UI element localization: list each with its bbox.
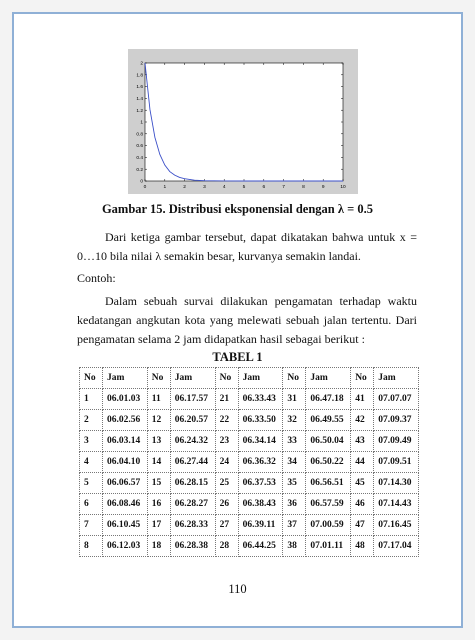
- paragraph-2: Dalam sebuah survai dilakukan pengamatan terhadap waktu kedatangan angkutan kota yang melewati sebuah jalan tertentu. Dari pengamatan selama 2 jam didapatkan hasil sebagai berikut :: [77, 294, 417, 346]
- time-cell: 06.44.25: [238, 536, 283, 557]
- x-tick-label: 6: [262, 185, 266, 190]
- time-cell: 06.03.14: [103, 431, 148, 452]
- row-number-cell: 15: [147, 473, 170, 494]
- table-header-row: [80, 368, 419, 389]
- y-tick-label: 0.6: [136, 144, 143, 150]
- row-number-cell: 35: [283, 473, 306, 494]
- x-tick-label: 3: [203, 185, 206, 190]
- row-number-cell: 18: [147, 536, 170, 557]
- y-tick-label: 2: [140, 61, 143, 67]
- row-number-cell: 7: [80, 515, 103, 536]
- row-number-cell: 3: [80, 431, 103, 452]
- time-cell: 06.10.45: [103, 515, 148, 536]
- time-cell: 07.07.07: [374, 389, 419, 410]
- time-cell: 06.50.22: [306, 452, 351, 473]
- time-cell: 07.14.43: [374, 494, 419, 515]
- header-cell: Jam: [238, 368, 283, 389]
- paragraph-1: Dari ketiga gambar tersebut, dapat dikatakan bahwa untuk x = 0…10 bila nilai λ semakin besar, kurvanya semakin landai.: [77, 230, 417, 263]
- row-number-cell: 16: [147, 494, 170, 515]
- time-cell: 07.00.59: [306, 515, 351, 536]
- row-number-cell: 33: [283, 431, 306, 452]
- x-tick-label: 8: [302, 185, 305, 190]
- row-number-cell: 41: [351, 389, 374, 410]
- header-cell: No: [215, 368, 238, 389]
- y-tick-label: 1.6: [136, 85, 143, 91]
- time-cell: 06.34.14: [238, 431, 283, 452]
- time-cell: 06.28.27: [170, 494, 215, 515]
- row-number-cell: 48: [351, 536, 374, 557]
- table-row: [80, 473, 419, 494]
- row-number-cell: 13: [147, 431, 170, 452]
- time-cell: 06.04.10: [103, 452, 148, 473]
- row-number-cell: 24: [215, 452, 238, 473]
- time-cell: 06.24.32: [170, 431, 215, 452]
- header-cell: No: [351, 368, 374, 389]
- row-number-cell: 5: [80, 473, 103, 494]
- x-tick-label: 5: [242, 185, 246, 190]
- x-tick-label: 7: [282, 185, 285, 190]
- row-number-cell: 27: [215, 515, 238, 536]
- y-tick-label: 0.8: [136, 132, 143, 138]
- header-cell: No: [283, 368, 306, 389]
- row-number-cell: 11: [147, 389, 170, 410]
- time-cell: 06.28.33: [170, 515, 215, 536]
- table-row: [80, 515, 419, 536]
- table-title: TABEL 1: [212, 350, 263, 364]
- time-cell: 06.36.32: [238, 452, 283, 473]
- time-cell: 06.02.56: [103, 410, 148, 431]
- time-cell: 06.49.55: [306, 410, 351, 431]
- time-cell: 07.09.51: [374, 452, 419, 473]
- chart-svg: [128, 49, 358, 194]
- row-number-cell: 2: [80, 410, 103, 431]
- header-cell: Jam: [374, 368, 419, 389]
- time-cell: 07.09.37: [374, 410, 419, 431]
- row-number-cell: 1: [80, 389, 103, 410]
- page-number: 110: [228, 582, 247, 596]
- table-row: [80, 431, 419, 452]
- time-cell: 06.50.04: [306, 431, 351, 452]
- data-table: [79, 367, 419, 557]
- x-tick-label: 0: [143, 185, 147, 190]
- header-cell: No: [147, 368, 170, 389]
- figure-caption: Gambar 15. Distribusi eksponensial dengan λ = 0.5: [101, 202, 374, 216]
- time-cell: 06.27.44: [170, 452, 215, 473]
- row-number-cell: 43: [351, 431, 374, 452]
- time-cell: 06.47.18: [306, 389, 351, 410]
- row-number-cell: 14: [147, 452, 170, 473]
- row-number-cell: 23: [215, 431, 238, 452]
- row-number-cell: 28: [215, 536, 238, 557]
- row-number-cell: 44: [351, 452, 374, 473]
- figure-exponential-chart: [128, 49, 358, 194]
- row-number-cell: 42: [351, 410, 374, 431]
- x-tick-label: 1: [163, 185, 167, 190]
- row-number-cell: 47: [351, 515, 374, 536]
- time-cell: 06.57.59: [306, 494, 351, 515]
- row-number-cell: 38: [283, 536, 306, 557]
- time-cell: 07.14.30: [374, 473, 419, 494]
- table-row: [80, 410, 419, 431]
- y-tick-label: 0.4: [136, 156, 143, 161]
- row-number-cell: 17: [147, 515, 170, 536]
- row-number-cell: 22: [215, 410, 238, 431]
- header-cell: Jam: [103, 368, 148, 389]
- time-cell: 06.20.57: [170, 410, 215, 431]
- table-row: [80, 452, 419, 473]
- row-number-cell: 37: [283, 515, 306, 536]
- x-tick-label: 9: [321, 185, 325, 190]
- time-cell: 07.09.49: [374, 431, 419, 452]
- row-number-cell: 36: [283, 494, 306, 515]
- time-cell: 06.17.57: [170, 389, 215, 410]
- x-tick-label: 4: [222, 185, 226, 190]
- time-cell: 06.08.46: [103, 494, 148, 515]
- row-number-cell: 12: [147, 410, 170, 431]
- row-number-cell: 45: [351, 473, 374, 494]
- row-number-cell: 25: [215, 473, 238, 494]
- row-number-cell: 8: [80, 536, 103, 557]
- y-tick-label: 0.2: [136, 167, 143, 173]
- plot-area: [145, 63, 343, 181]
- time-cell: 06.01.03: [103, 389, 148, 410]
- time-cell: 06.37.53: [238, 473, 283, 494]
- y-tick-label: 1.2: [136, 108, 143, 114]
- time-cell: 07.17.04: [374, 536, 419, 557]
- time-cell: 06.28.38: [170, 536, 215, 557]
- time-cell: 07.16.45: [374, 515, 419, 536]
- contoh-label: Contoh:: [77, 271, 116, 285]
- header-cell: Jam: [306, 368, 351, 389]
- row-number-cell: 46: [351, 494, 374, 515]
- row-number-cell: 21: [215, 389, 238, 410]
- time-cell: 06.38.43: [238, 494, 283, 515]
- time-cell: 06.39.11: [238, 515, 283, 536]
- row-number-cell: 26: [215, 494, 238, 515]
- y-tick-label: 0: [140, 179, 143, 185]
- time-cell: 06.12.03: [103, 536, 148, 557]
- y-tick-label: 1.4: [136, 97, 143, 102]
- time-cell: 06.28.15: [170, 473, 215, 494]
- x-tick-label: 2: [183, 185, 186, 190]
- table-body: [80, 389, 419, 557]
- time-cell: 06.33.43: [238, 389, 283, 410]
- row-number-cell: 4: [80, 452, 103, 473]
- y-tick-label: 1.8: [136, 73, 143, 79]
- row-number-cell: 34: [283, 452, 306, 473]
- row-number-cell: 32: [283, 410, 306, 431]
- time-cell: 06.56.51: [306, 473, 351, 494]
- header-cell: No: [80, 368, 103, 389]
- time-cell: 06.06.57: [103, 473, 148, 494]
- time-cell: 07.01.11: [306, 536, 351, 557]
- y-tick-label: 1: [140, 120, 143, 126]
- time-cell: 06.33.50: [238, 410, 283, 431]
- table-row: [80, 389, 419, 410]
- table-row: [80, 494, 419, 515]
- header-cell: Jam: [170, 368, 215, 389]
- row-number-cell: 6: [80, 494, 103, 515]
- x-tick-label: 10: [340, 185, 346, 190]
- table-row: [80, 536, 419, 557]
- row-number-cell: 31: [283, 389, 306, 410]
